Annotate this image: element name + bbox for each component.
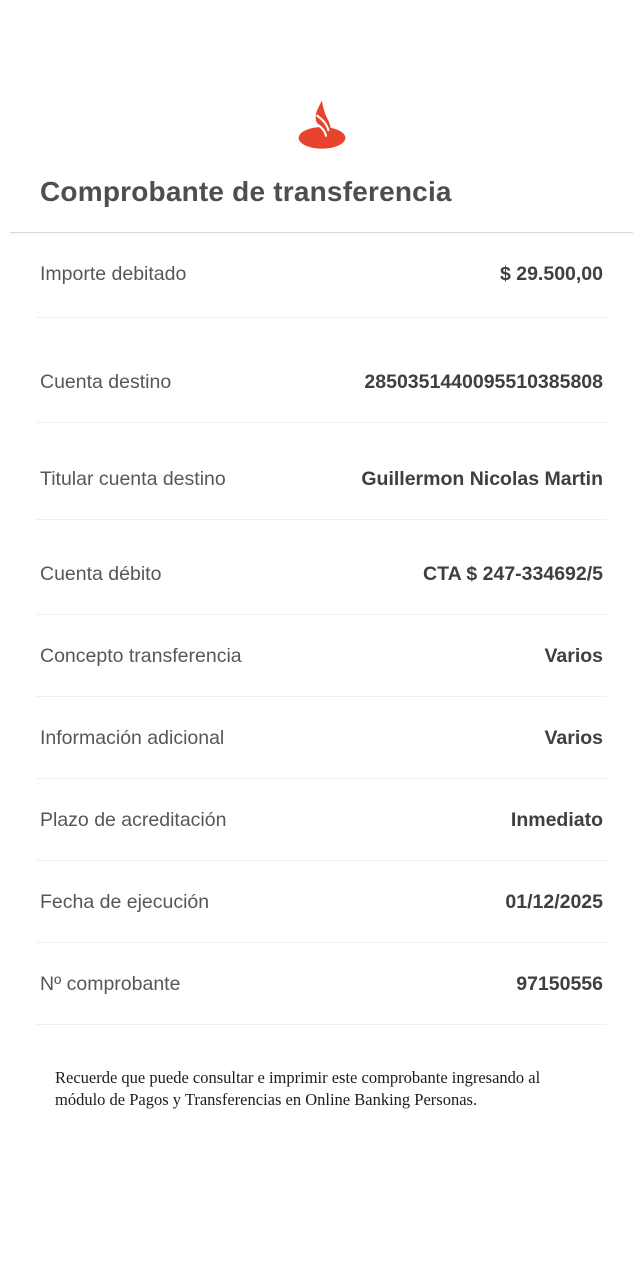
- field-titular-cuenta-destino: [0, 423, 643, 520]
- field-cuenta-destino: [0, 318, 643, 423]
- field-label: Plazo de acreditación: [40, 809, 227, 831]
- field-label: Cuenta destino: [40, 371, 172, 393]
- field-plazo-acreditacion: [0, 779, 643, 861]
- field-value: 01/12/2025: [505, 891, 603, 913]
- field-value: CTA $ 247-334692/5: [423, 563, 603, 585]
- field-row: [0, 615, 643, 668]
- field-value: Guillermon Nicolas Martin: [361, 468, 603, 490]
- page-title: Comprobante de transferencia: [40, 176, 452, 207]
- field-row: [0, 861, 643, 914]
- field-row: [0, 779, 643, 832]
- receipt-fields: [0, 233, 643, 1025]
- field-numero-comprobante: [0, 943, 643, 1025]
- field-row: [0, 520, 643, 586]
- field-label: Titular cuenta destino: [40, 468, 226, 490]
- field-informacion-adicional: [0, 697, 643, 779]
- field-label: Concepto transferencia: [40, 645, 242, 667]
- field-label: Información adicional: [40, 727, 225, 749]
- field-fecha-ejecucion: [0, 861, 643, 943]
- field-value: Varios: [544, 727, 603, 749]
- field-concepto-transferencia: [0, 615, 643, 697]
- bank-logo: [0, 0, 643, 155]
- field-label: Fecha de ejecución: [40, 891, 210, 913]
- field-label: Importe debitado: [40, 263, 187, 285]
- field-label: Cuenta débito: [40, 563, 162, 585]
- field-row: [0, 697, 643, 750]
- field-row: [0, 423, 643, 491]
- santander-flame-icon: [296, 98, 348, 150]
- footer-note: Recuerde que puede consultar e imprimir este comprobante ingresando al módulo de Pagos y Transferencias en Online Banking Personas.: [55, 1068, 541, 1109]
- field-row: [0, 233, 643, 286]
- field-value: Inmediato: [510, 809, 603, 831]
- field-value: Varios: [544, 645, 603, 667]
- field-value: $ 29.500,00: [499, 263, 603, 285]
- field-value: 97150556: [516, 973, 603, 995]
- row-divider: [36, 1024, 607, 1025]
- field-row: [0, 318, 643, 394]
- field-importe-debitado: [0, 233, 643, 318]
- field-value: 2850351440095510385808: [364, 371, 603, 393]
- field-cuenta-debito: [0, 520, 643, 615]
- field-row: [0, 943, 643, 996]
- field-label: Nº comprobante: [40, 973, 181, 995]
